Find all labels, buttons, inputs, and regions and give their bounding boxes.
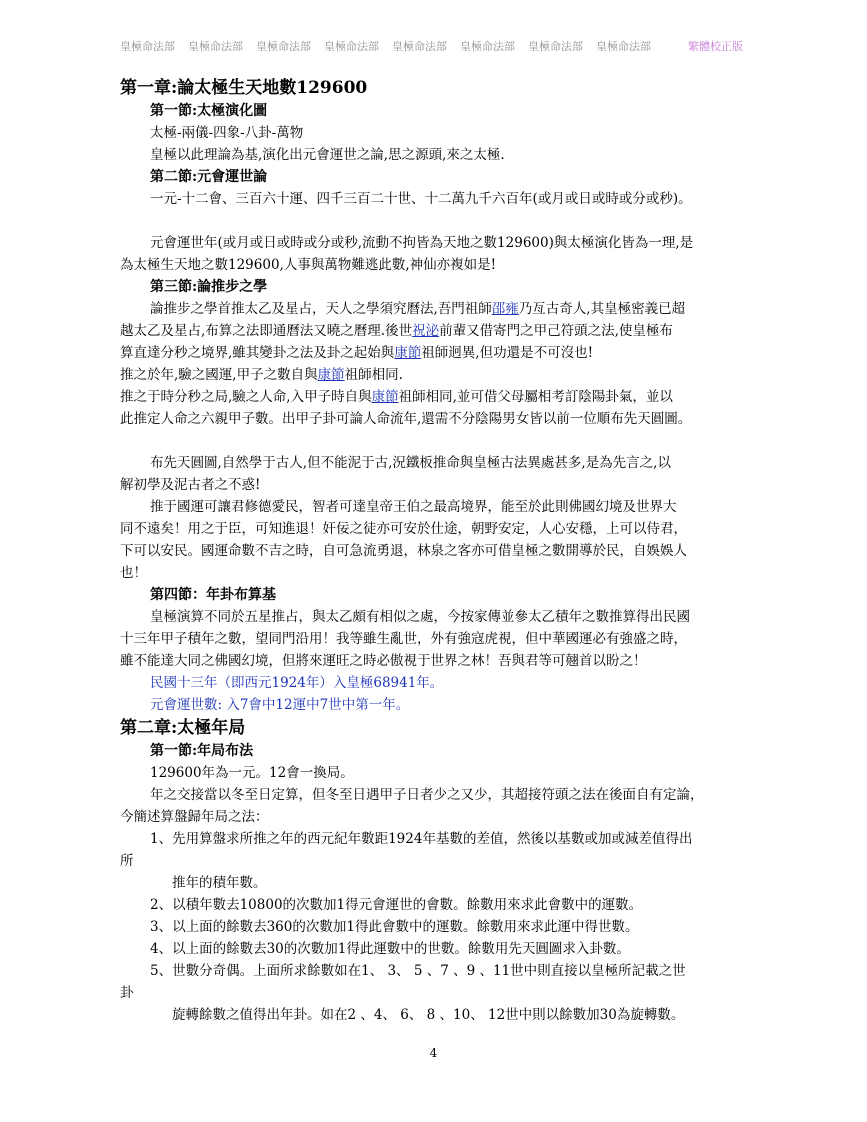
- highlight-line: 元會運世數: 入7會中12運中7世中第一年。: [150, 697, 410, 713]
- paragraph-line: 論推步之學首推太乙及星占，天人之學須究曆法,吾門祖師邵雍乃亙古奇人,其皇極密義已超: [150, 301, 686, 317]
- paragraph-line: 為太極生天地之數129600,人事與萬物難逃此數,神仙亦複如是!: [120, 257, 497, 273]
- paragraph-line: 此推定人命之六親甲子數。出甲子卦可論人命流年,還需不分陰陽男女皆以前一位順布先天圓圖。: [120, 411, 692, 427]
- paragraph-line: 元會運世年(或月或日或時或分或秒,流動不拘皆為天地之數129600)與太極演化皆為一理,是: [150, 235, 694, 251]
- header-item: 皇極命法部: [460, 40, 515, 53]
- paragraph-line: 同不遠矣！用之于臣，可知進退！奸佞之徒亦可安於仕途，朝野安定，人心安穩，上可以侍君，: [120, 521, 687, 537]
- paragraph-line: 皇極以此理論為基,演化出元會運世之論,思之源頭,來之太極.: [150, 147, 505, 163]
- list-item: 4、以上面的餘數去30的次數加1得此運數中的世數。餘數用先天圓圖求入卦數。: [150, 941, 630, 957]
- paragraph-line: 也！: [120, 565, 147, 581]
- paragraph-line: 一元-十二會、三百六十運、四千三百二十世、十二萬九千六百年(或月或日或時或分或秒)。: [150, 191, 692, 207]
- paragraph-line: 太極-兩儀-四象-八卦-萬物: [150, 125, 304, 141]
- section-3-title: 第三節:論推步之學: [150, 279, 268, 295]
- shaoyong-link[interactable]: 邵雍: [491, 301, 519, 317]
- chapter-1-title: 第一章:論太極生天地數129600: [120, 78, 368, 98]
- paragraph-line: 皇極演算不同於五星推占，與太乙頗有相似之處，今按家傳並參太乙積年之數推算得出民國: [150, 609, 690, 625]
- paragraph-line: 下可以安民。國運命數不吉之時，自可急流勇退，林泉之客亦可借皇極之數開導於民，自娛娛人: [120, 543, 687, 559]
- header-item: 皇極命法部: [256, 40, 311, 53]
- zhuxi-link[interactable]: 祝泌: [412, 323, 440, 339]
- paragraph-line: 年之交接當以冬至日定算，但冬至日遇甲子日者少之又少，其超接符頭之法在後面自有定論，: [150, 787, 704, 803]
- list-item-wrap: 所: [120, 853, 134, 869]
- section-4-title: 第四節：年卦布算基: [150, 587, 276, 603]
- section-2-title: 第二節:元會運世論: [150, 169, 268, 185]
- edition-tag: 繁體校正版: [688, 40, 743, 53]
- paragraph-line: 雖不能達大同之佛國幻境，但將來運旺之時必傲視于世界之林！吾與君等可翹首以盼之！: [120, 653, 647, 669]
- header-item: 皇極命法部: [596, 40, 651, 53]
- paragraph-line: 推于國運可讓君修德愛民，智者可達皇帝王伯之最高境界，能至於此則佛國幻境及世界大: [150, 499, 677, 515]
- list-item: 1、先用算盤求所推之年的西元紀年數距1924年基數的差值，然後以基數或加或減差值得出: [150, 831, 693, 847]
- paragraph-line: 推之于時分秒之局,驗之人命,入甲子時自與康節祖師相同,並可借父母屬相考訂陰陽卦氣，並以: [120, 389, 673, 405]
- paragraph-line: 解初學及泥古者之不惑!: [120, 477, 261, 493]
- section-1-title: 第一節:年局布法: [150, 743, 254, 759]
- kangjie-link[interactable]: 康節: [394, 345, 422, 361]
- paragraph-line: 十三年甲子積年之數，望同門沿用！我等雖生亂世，外有強寇虎視，但中華國運必有強盛之時，: [120, 631, 687, 647]
- list-item: 2、以積年數去10800的次數加1得元會運世的會數。餘數用來求此會數中的運數。: [150, 897, 643, 913]
- paragraph-line: 推之於年,驗之國運,甲子之數自與康節祖師相同.: [120, 367, 403, 383]
- list-item: 3、以上面的餘數去360的次數加1得此會數中的運數。餘數用來求此運中得世數。: [150, 919, 639, 935]
- chapter-2-title: 第二章:太極年局: [120, 718, 246, 738]
- kangjie-link[interactable]: 康節: [371, 389, 399, 405]
- paragraph-line: 越太乙及星占,布算之法即通曆法又曉之曆理.後世祝泌前輩又借寄門之甲己符頭之法,使皇極布: [120, 323, 673, 339]
- page-number: 4: [429, 1046, 438, 1060]
- kangjie-link[interactable]: 康節: [317, 367, 345, 383]
- document-body: [120, 76, 760, 1026]
- paragraph-line: 129600年為一元。12會一換局。: [150, 765, 354, 781]
- list-item: 5、世數分奇偶。上面所求餘數如在1、 3、 5 、7 、9 、11世中則直接以皇極所記載之世: [150, 963, 686, 979]
- list-item-wrap: 卦: [120, 985, 134, 1001]
- header-item: 皇極命法部: [188, 40, 243, 53]
- page-header: [0, 38, 867, 56]
- paragraph-line: 布先天圓圖,自然學于古人,但不能泥于古,況鐵板推命與皇極古法異處甚多,是為先言之,以: [150, 455, 671, 471]
- list-item-cont: 推年的積年數。: [172, 875, 267, 891]
- paragraph-line: 今簡述算盤歸年局之法：: [120, 809, 269, 825]
- section-1-title: 第一節:太極演化圖: [150, 103, 268, 119]
- highlight-line: 民國十三年（即西元1924年）入皇極68941年。: [150, 675, 444, 691]
- header-item: 皇極命法部: [392, 40, 447, 53]
- list-item-cont: 旋轉餘數之值得出年卦。如在2 、4、 6、 8 、10、 12世中則以餘數加30為旋轉數。: [172, 1007, 685, 1023]
- header-item: 皇極命法部: [120, 40, 175, 53]
- header-item: 皇極命法部: [528, 40, 583, 53]
- header-item: 皇極命法部: [324, 40, 379, 53]
- paragraph-line: 算直達分秒之境界,雖其變卦之法及卦之起始與康節祖師迥異,但功還是不可沒也!: [120, 345, 594, 361]
